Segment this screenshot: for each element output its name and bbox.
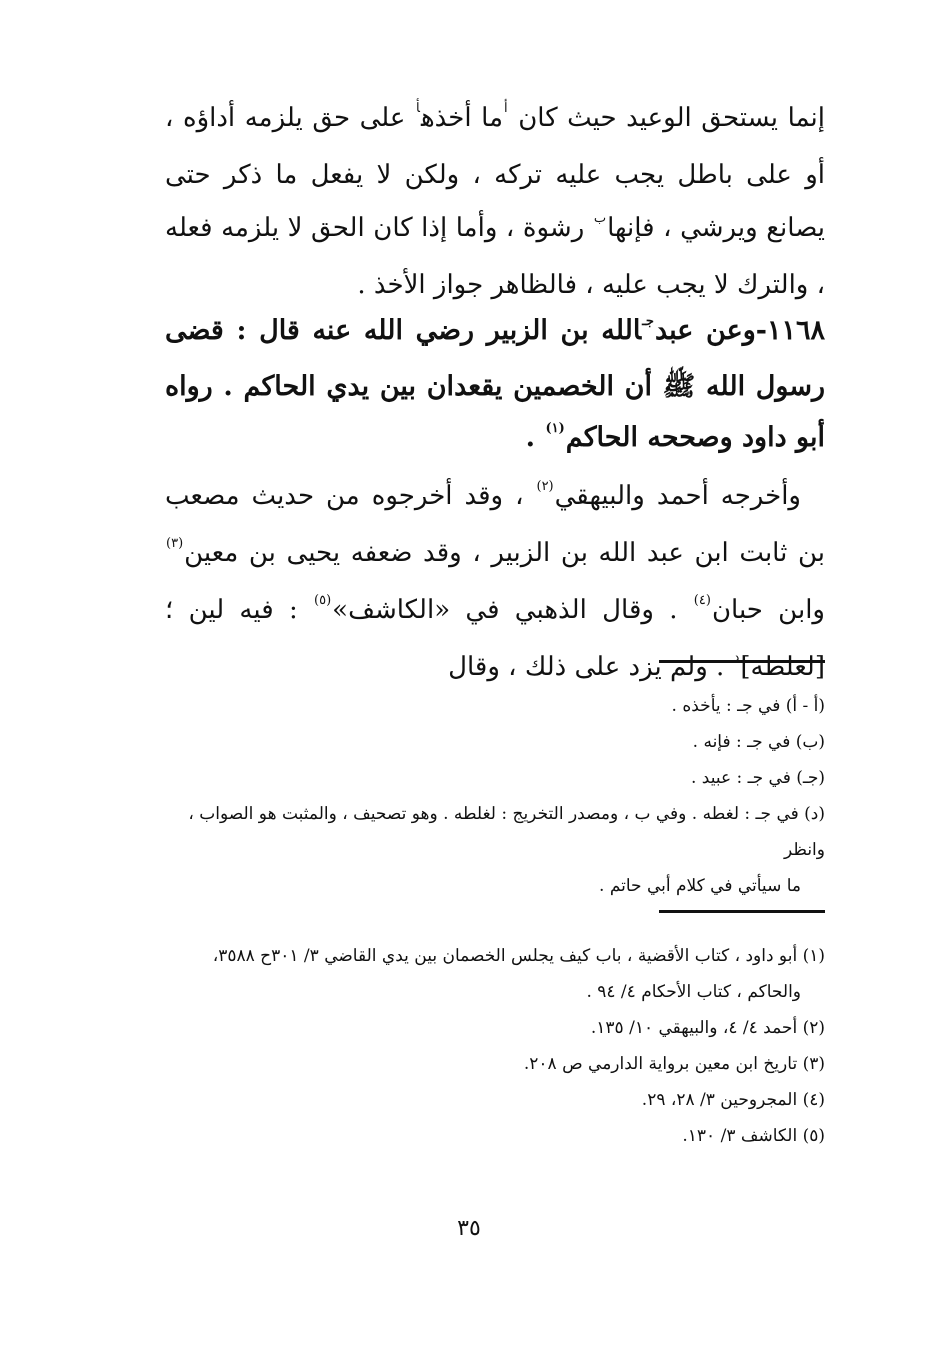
hadith-text-a: ١١٦٨-وعن عبد <box>654 315 825 346</box>
footnote-marker-5: (٥) <box>314 593 332 608</box>
footnote-marker-1: (١) <box>545 421 565 436</box>
variant-marker-jim: جـ <box>642 314 654 329</box>
footnote-marker-2: (٢) <box>536 479 554 494</box>
para2-text-b: ، وقد أخرجوه من حديث مصعب بن ثابت ابن عبد الله بن الزبير ، وقد ضعفه يحيى بن معين <box>165 481 825 568</box>
para2-text-d: . وقال الذهبي في «الكاشف» <box>332 595 693 625</box>
para2-text-c: وابن حبان <box>711 595 825 625</box>
commentary-paragraph-1 <box>165 92 825 312</box>
footnotes-separator <box>659 910 825 913</box>
para1-text-a: إنما يستحق الوعيد حيث كان <box>508 103 825 133</box>
variant-notes-separator <box>659 660 825 663</box>
variant-notes <box>165 688 825 904</box>
variant-note <box>165 796 825 904</box>
hadith-text-c: . <box>525 422 545 453</box>
variant-marker-alif-open: أ <box>504 101 508 116</box>
para1-text-c: على حق يلزمه أداؤه ، أو على باطل يجب عليه تركه ، ولكن لا يفعل ما ذكر حتى يصانع ويرشي ، فإنها <box>165 103 825 243</box>
variant-marker-ba: ب <box>593 211 607 226</box>
commentary-paragraph-2 <box>165 470 825 698</box>
footnote-text: (٤) المجروحين ٣/ ٢٨، ٢٩. <box>641 1090 825 1110</box>
footnote-text: (٥) الكاشف ٣/ ١٣٠. <box>682 1126 825 1146</box>
footnote-text: (٢) أحمد ٤/ ٤، والبيهقي ١٠/ ١٣٥. <box>590 1018 825 1038</box>
variant-note <box>165 724 825 760</box>
footnote <box>165 1046 825 1082</box>
footnote-marker-4: (٤) <box>693 593 711 608</box>
hadith-text-b: الله بن الزبير رضي الله عنه قال : قضى رسول الله ﷺ أن الخصمين يقعدان بين يدي الحاكم . رواه أبو داود وصححه الحاكم <box>165 315 825 453</box>
footnote-marker-3: (٣) <box>166 536 184 551</box>
footnote-continuation: والحاكم ، كتاب الأحكام ٤/ ٩٤ . <box>586 982 801 1002</box>
variant-note-continuation: ما سيأتي في كلام أبي حاتم . <box>599 876 801 896</box>
para1-text-d: رشوة ، وأما إذا كان الحق لا يلزمه فعله ، والترك لا يجب عليه ، فالظاهر جواز الأخذ . <box>165 213 825 300</box>
variant-note-text: (ب) في جـ : فإنه . <box>692 732 825 752</box>
footnotes <box>165 938 825 1154</box>
variant-note-text: (د) في جـ : لغطه . وفي ب ، ومصدر التخريج : لغلطه . وهو تصحيف ، والمثبت هو الصواب ، وانظر <box>188 804 825 860</box>
footnote <box>165 1082 825 1118</box>
footnote <box>165 1118 825 1154</box>
para2-text-f: . ولم يزد على ذلك ، وقال <box>448 652 733 682</box>
para1-text-b: ما أخذه <box>420 103 504 133</box>
para2-text-a: وأخرجه أحمد والبيهقي <box>554 481 801 511</box>
variant-note-text: (أ - أ) في جـ : يأخذه . <box>671 696 825 716</box>
para2-text-e: : فيه لين ؛ [لغلطه] <box>165 595 825 682</box>
footnote-text: (١) أبو داود ، كتاب الأقضية ، باب كيف يجلس الخصمان بين يدي القاضي ٣/ ٣٠١ح ٣٥٨٨، <box>212 946 825 966</box>
variant-note-text: (جـ) في جـ : عبيد . <box>690 768 825 788</box>
variant-marker-dal: د <box>733 650 740 665</box>
variant-marker-alif-close: أ <box>415 101 420 116</box>
hadith-paragraph <box>165 305 825 468</box>
variant-note <box>165 688 825 724</box>
variant-note <box>165 760 825 796</box>
footnote <box>165 1010 825 1046</box>
footnote-text: (٣) تاريخ ابن معين برواية الدارمي ص ٢٠٨. <box>523 1054 825 1074</box>
footnote <box>165 938 825 1010</box>
page-number: ٣٥ <box>457 1216 481 1241</box>
